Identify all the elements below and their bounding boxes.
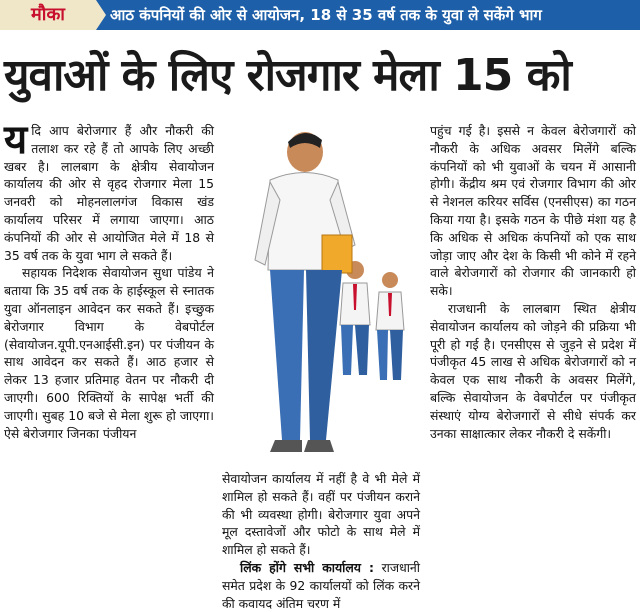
- job-seekers-illustration: [230, 120, 426, 465]
- subheading-link-offices: लिंक होंगे सभी कार्यालय :: [240, 559, 374, 575]
- paragraph-1-text: दि आप बेरोजगार हैं और नौकरी की तलाश कर रहे हैं तो आपके लिए अच्छी खबर है। लालबाग के क्षेत्रीय सेवायोजन कार्यालय की ओर से वृहद रोजगार मेला 15 जनवरी को मोहनलालगंज विकास खंड कार्यालय परिसर में लगाया जाएगा। आठ कंपनियों की ओर से आयोजित मेले में 18 से 35 वर्ष तक के युवा भाग ले सकते हैं।: [4, 123, 214, 263]
- background-figure-1: [340, 261, 370, 375]
- kicker-headline: आठ कंपनियों की ओर से आयोजन, 18 से 35 वर्ष तक के युवा ले सकेंगे भाग: [110, 6, 542, 24]
- drop-cap: य: [4, 117, 28, 163]
- main-figure: [255, 132, 355, 452]
- main-headline: युवाओं के लिए रोजगार मेला 15 को: [4, 50, 571, 101]
- paragraph-4: [222, 559, 420, 612]
- paragraph-4-text: राजधानी समेत प्रदेश के 92 कार्यालयों को लिंक करने की कवायद अंतिम चरण में: [222, 559, 420, 611]
- paragraph-1: [4, 117, 214, 264]
- paragraph-3: सेवायोजन कार्यालय में नहीं है वे भी मेले में शामिल हो सकते हैं। वहीं पर पंजीयन कराने की भी व्यवस्था होगी। बेरोजगार युवा अपने मूल दस्तावेजों और फोटो के साथ मेले में शामिल हो सकते हैं।: [222, 471, 420, 558]
- article-column-1: [4, 117, 214, 584]
- article-column-3: [430, 122, 636, 584]
- paragraph-6: राजधानी के लालबाग स्थित क्षेत्रीय सेवायोजन कार्यालय को जोड़ने की प्रक्रिया भी पूरी हो गई है। एनसीएस से जुड़ने से प्रदेश में पंजीकृत 45 लाख से अधिक बेरोजगारों को न केवल एक साथ नौकरी के अवसर मिलेंगे, बल्कि सेवायोजन के वेबपोर्टल पर पंजीकृत संस्थाएं योग्य बेरोजगारों से सीधे संपर्क कर उनका साक्षात्कार लेकर नौकरी दे सकेंगी।: [430, 300, 636, 441]
- paragraph-2: सहायक निदेशक सेवायोजन सुधा पांडेय ने बताया कि 35 वर्ष तक के हाईस्कूल से स्नातक युवा ऑनलाइन आवेदन कर सकते हैं। इच्छुक बेरोजगार विभाग के वेबपोर्टल (सेवायोजन.यूपी.एनआईसी.इन) पर पंजीयन के साथ आवेदन कर सकते हैं। आठ हजार से लेकर 13 हजार प्रतिमाह वेतन पर नौकरी दी जाएगी। 600 रिक्तियों के सापेक्ष भर्ती की जाएगी। सुबह 10 बजे से मेला शुरू हो जाएगा। ऐसे बेरोजगार जिनका पंजीयन: [4, 265, 214, 441]
- header-bar: [0, 0, 640, 30]
- file-folder-icon: [322, 235, 352, 273]
- background-figure-2: [376, 272, 404, 380]
- paragraph-5: पहुंच गई है। इससे न केवल बेरोजगारों को नौकरी के अधिक अवसर मिलेंगे बल्कि कंपनियों को भी युवाओं के चयन में आसानी होगी। केंद्रीय श्रम एवं रोजगार विभाग की ओर से नेशनल करियर सर्विस (एनसीएस) का गठन किया गया है। इसके गठन के पीछे मंशा यह है कि अधिक से अधिक कंपनियों को एक साथ जोड़ा जाए और देश के किसी भी कोने में रहने वाले बेरोजगारों को रोजगार की जानकारी हो सके।: [430, 123, 636, 299]
- section-tag: मौका: [0, 0, 96, 30]
- article-column-2: [222, 470, 420, 611]
